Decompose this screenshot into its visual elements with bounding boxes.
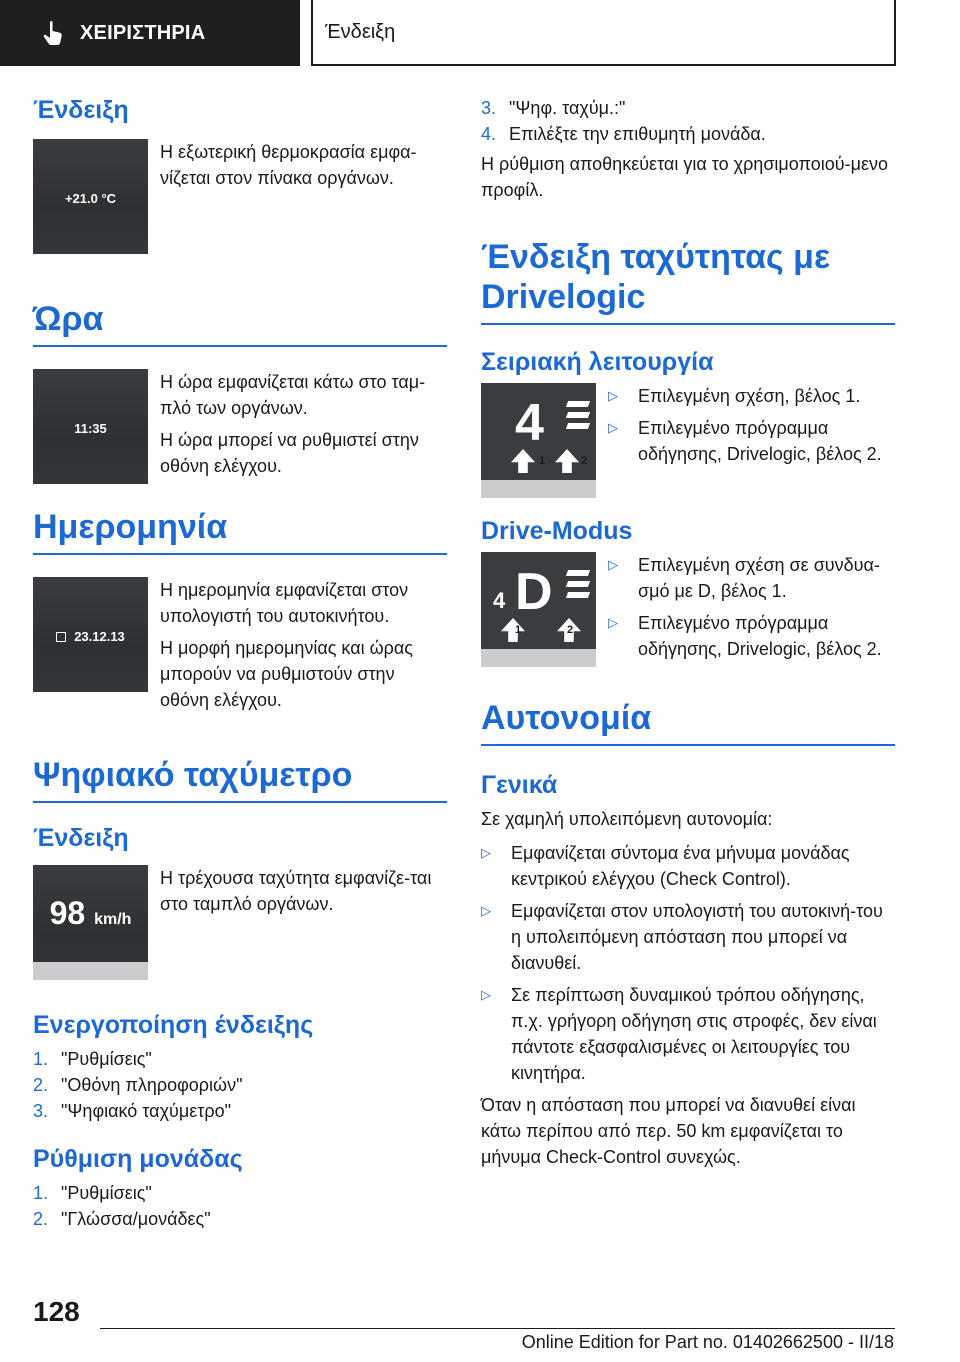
gear-value: 4: [515, 394, 544, 452]
heading-digital-speedometer: Ψηφιακό ταχύμετρο: [33, 755, 447, 803]
right-column: [481, 95, 895, 1170]
bullet-triangle-icon: ▷: [608, 388, 618, 403]
list-item: 1. "Ρυθμίσεις": [33, 1049, 152, 1069]
subheading-sequential: Σειριακή λειτουργία: [481, 348, 714, 376]
list-item: 1. "Ρυθμίσεις": [33, 1183, 152, 1203]
arrow-2-label: 2: [581, 455, 588, 467]
list-item: ▷ Επιλεγμένη σχέση σε συνδυα-σμό με D, βέλος 1.: [608, 552, 895, 604]
subheading-drive-modus: Drive-Modus: [481, 517, 633, 545]
section-tab: [311, 0, 896, 66]
paragraph: Η μορφή ημερομηνίας και ώρας μπορούν να ρυθμιστούν στην οθόνη ελέγχου.: [160, 638, 413, 710]
speed-block: [33, 865, 447, 980]
range-list: [481, 840, 895, 1086]
list-item: ▷ Επιλεγμένο πρόγραμμα οδήγησης, Drivelogic, βέλος 2.: [608, 415, 895, 467]
sequential-block: [481, 383, 895, 498]
paragraph: Η ώρα εμφανίζεται κάτω στο ταμ-πλό των οργάνων.: [160, 372, 426, 418]
bullet-triangle-icon: ▷: [481, 903, 491, 918]
list-item: ▷ Επιλεγμένη σχέση, βέλος 1.: [608, 383, 895, 409]
paragraph: Η εξωτερική θερμοκρασία εμφα-νίζεται στον πίνακα οργάνων.: [160, 142, 417, 188]
temperature-screen-image: [33, 139, 148, 254]
unit-steps: [33, 1180, 447, 1232]
edition-note: Online Edition for Part no. 01402662500 - II/18: [521, 1332, 894, 1352]
paragraph: Σε χαμηλή υπολειπόμενη αυτονομία:: [481, 809, 773, 829]
arrow-1-icon: [501, 618, 525, 642]
date-text: 23.12.13: [74, 629, 125, 644]
arrow-2-label: 2: [567, 624, 574, 636]
list-item: ▷ Επιλεγμένο πρόγραμμα οδήγησης, Drivelogic, βέλος 2.: [608, 610, 895, 662]
temperature-value: +21.0 °C: [64, 191, 117, 206]
list-item: 2. "Οθόνη πληροφοριών": [33, 1075, 243, 1095]
speed-unit: km/h: [94, 911, 132, 928]
arrow-1-icon: [511, 449, 535, 473]
arrow-2-icon: [555, 449, 579, 473]
date-value: [33, 629, 148, 644]
heading-drivelogic: Ένδειξη ταχύτητας με Drivelogic: [481, 237, 895, 325]
speed-screen-image: [33, 865, 148, 980]
footer-rule: [100, 1328, 895, 1329]
sequential-list: [608, 383, 895, 473]
heading-display: Ένδειξη: [33, 96, 129, 124]
time-block: [33, 369, 447, 485]
small-gear-value: 4: [493, 588, 506, 613]
hand-pointer-icon: [42, 20, 64, 46]
bullet-triangle-icon: ▷: [608, 420, 618, 435]
screen-bottom-strip: [481, 649, 596, 667]
list-item: 3. "Ψηφιακό ταχύμετρο": [33, 1101, 232, 1121]
drive-modus-list: [608, 552, 895, 668]
list-item: 4. Επιλέξτε την επιθυμητή μονάδα.: [481, 124, 766, 144]
paragraph: Όταν η απόσταση που μπορεί να διανυθεί είναι κάτω περίπου από περ. 50 km εμφανίζεται το μήνυμα Check-Control συνεχώς.: [481, 1095, 856, 1167]
page-header: [0, 0, 960, 66]
gear-display-image: [481, 383, 596, 498]
list-item: ▷ Εμφανίζεται στον υπολογιστή του αυτοκινή-του η υπολειπόμενη απόσταση που μπορεί να διανυθεί.: [481, 898, 895, 976]
list-item: ▷ Εμφανίζεται σύντομα ένα μήνυμα μονάδας κεντρικού ελέγχου (Check Control).: [481, 840, 895, 892]
paragraph: Η ημερομηνία εμφανίζεται στον υπολογιστή του αυτοκινήτου.: [160, 580, 409, 626]
left-column: [33, 95, 447, 1232]
speed-number: 98: [49, 895, 86, 931]
paragraph: Η ώρα μπορεί να ρυθμιστεί στην οθόνη ελέγχου.: [160, 430, 419, 476]
activate-steps: [33, 1046, 447, 1124]
bullet-triangle-icon: ▷: [608, 557, 618, 572]
arrow-1-label: 1: [539, 455, 546, 467]
list-item: ▷ Σε περίπτωση δυναμικού τρόπου οδήγησης, π.χ. γρήγορη οδήγηση στις στροφές, δεν είναι πάντοτε εξασφαλισμένες οι λειτουργίες του κινητήρα.: [481, 982, 895, 1086]
gear-value: D: [515, 563, 553, 621]
chapter-tab: [0, 0, 300, 66]
heading-time: Ώρα: [33, 299, 447, 347]
unit-steps-continued: [481, 95, 895, 147]
subheading-general: Γενικά: [481, 771, 558, 799]
page-number: 128: [33, 1296, 80, 1327]
heading-date: Ημερομηνία: [33, 507, 447, 555]
subheading-activate-display: Ενεργοποίηση ένδειξης: [33, 1011, 314, 1039]
subheading-display: Ένδειξη: [33, 824, 129, 852]
outside-temp-block: [33, 139, 447, 254]
bullet-triangle-icon: ▷: [608, 615, 618, 630]
clock-screen-image: [33, 369, 148, 484]
section-title: Ένδειξη: [325, 20, 396, 43]
date-screen-image: [33, 577, 148, 692]
program-bars-icon: [567, 401, 589, 434]
bullet-triangle-icon: ▷: [481, 987, 491, 1002]
gear-display-image: [481, 552, 596, 667]
speed-value: [33, 895, 148, 932]
screen-bottom-strip: [481, 480, 596, 498]
program-bars-icon: [567, 570, 589, 603]
list-item: 3. "Ψηφ. ταχύμ.:": [481, 98, 626, 118]
arrow-1-label: 1: [515, 624, 522, 636]
bullet-triangle-icon: ▷: [481, 845, 491, 860]
list-item: 2. "Γλώσσα/μονάδες": [33, 1209, 211, 1229]
drive-modus-block: [481, 552, 895, 668]
screen-bottom-strip: [33, 962, 148, 980]
heading-range: Αυτονομία: [481, 698, 895, 746]
date-block: [33, 577, 447, 719]
paragraph: Η τρέχουσα ταχύτητα εμφανίζε-ται στο ταμπλό οργάνων.: [160, 868, 432, 914]
paragraph: Η ρύθμιση αποθηκεύεται για το χρησιμοποιού-μενο προφίλ.: [481, 154, 888, 200]
calendar-icon: [56, 632, 66, 642]
clock-value: 11:35: [74, 421, 107, 436]
subheading-unit-setting: Ρύθμιση μονάδας: [33, 1145, 243, 1173]
chapter-title: ΧΕΙΡΙΣΤΗΡΙΑ: [80, 21, 206, 44]
